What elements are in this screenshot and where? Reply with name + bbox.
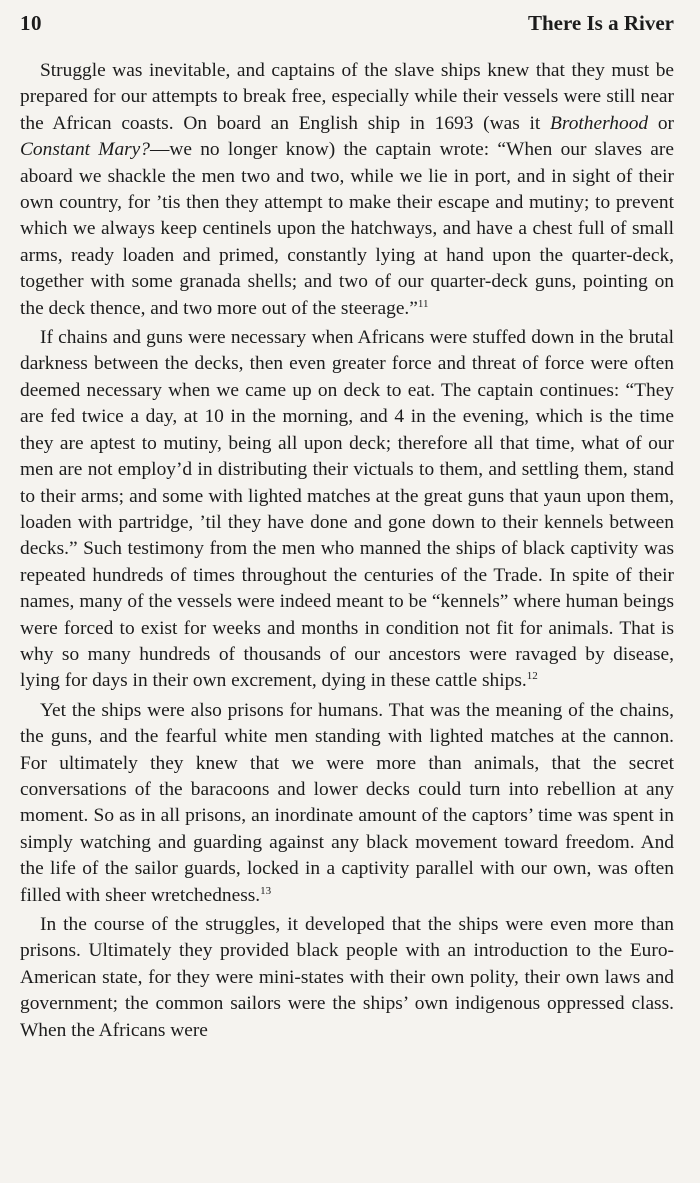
paragraph-1 <box>20 58 674 322</box>
ship-name-italic: Brotherhood <box>550 112 649 134</box>
text-segment: Yet the ships were also prisons for humans. That was the meaning of the chains, the guns, and the fearful white men standing with lighted matches at the cannon. For ultimately they knew that we were more than animals, that the secret conversations of the baracoons and lower decks could turn into rebellion at any moment. So as in all prisons, an inordinate amount of the captors’ time was spent in simply watching and guarding against any black movement toward freedom. And the life of the sailor guards, locked in a captivity parallel with our own, was often filled with sheer wretchedness. <box>20 699 674 906</box>
text-segment: In the course of the struggles, it developed that the ships were even more than prisons. Ultimately they provided black people with an introduction to the Euro-American state, for they were mini-states with their own polity, their own laws and government; the common sailors were the ships’ own indigenous oppressed class. When the Africans were <box>20 914 674 1041</box>
paragraph-4 <box>20 912 674 1044</box>
text-segment: Struggle was inevitable, and captains of the slave ships knew that they must be prepared for our attempts to break free, especially while their vessels were still near the African coasts. On board an English ship in 1693 (was it <box>20 60 674 134</box>
footnote-ref: 12 <box>526 670 538 683</box>
paragraph-2 <box>20 325 674 695</box>
running-header <box>20 8 674 38</box>
footnote-ref: 13 <box>260 884 272 897</box>
running-title: There Is a River <box>527 11 674 35</box>
book-page <box>20 8 674 1178</box>
text-segment: If chains and guns were necessary when Africans were stuffed down in the brutal darkness between the decks, then even greater force and threat of force were often deemed necessary when we came up on deck to eat. The captain continues: “They are fed twice a day, at 10 in the morning, and 4 in the evening, which is the time they are aptest to mutiny, being all upon deck; therefore all that time, what of our men are not employ’d in distributing their victuals to them, and settling them, stand to their arms; and some with lighted matches at the great guns that yaun upon them, loaden with partridge, ’til they have done and gone down to their kennels between decks.” Such testimony from the men who manned the ships of black captivity was repeated hundreds of times throughout the centuries of the Trade. In spite of their names, many of the vessels were indeed meant to be “kennels” where human beings were forced to exist for weeks and months in condition not fit for animals. That is why so many hundreds of thousands of our ancestors were ravaged by disease, lying for days in their own excrement, dying in these cattle ships. <box>20 327 674 692</box>
text-segment: or <box>648 112 674 134</box>
footnote-ref: 11 <box>417 297 429 310</box>
text-segment: —we no longer know) the captain wrote: “When our slaves are aboard we shackle the men two and two, while we lie in port, and in sight of their own country, for ’tis then they attempt to make their escape and mutiny; to prevent which we always keep centinels upon the hatchways, and have a chest full of small arms, ready loaden and primed, constantly lying at hand upon the quarter-deck, together with some granada shells; and two of our quarter-deck guns, pointing on the deck thence, and two more out of the steerage.” <box>20 139 674 319</box>
ship-name-italic: Constant Mary? <box>20 139 150 161</box>
body-text <box>20 58 674 1044</box>
paragraph-3 <box>20 698 674 909</box>
page-number: 10 <box>20 11 42 35</box>
